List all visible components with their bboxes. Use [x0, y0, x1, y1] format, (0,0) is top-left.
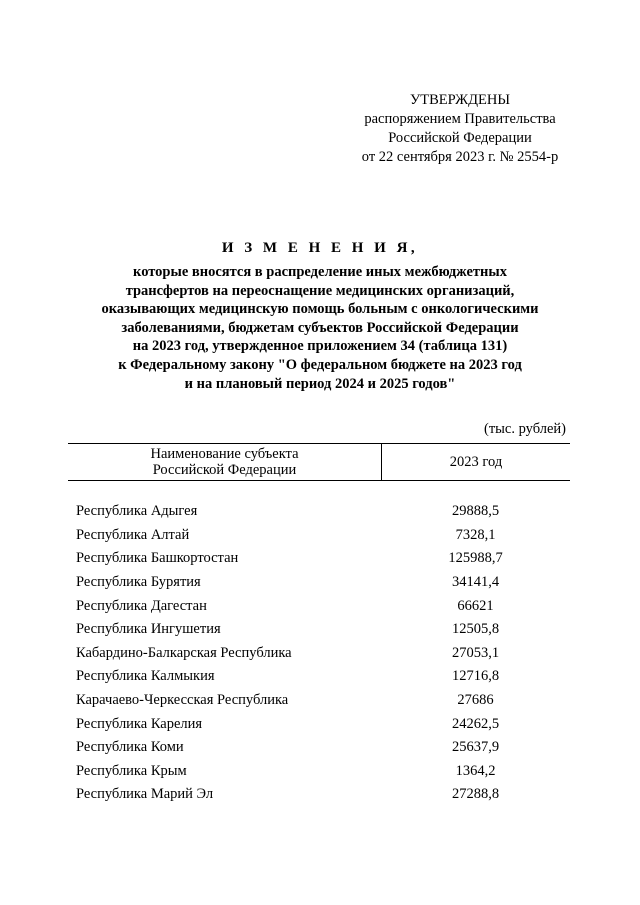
units-label: (тыс. рублей): [484, 421, 566, 437]
approval-title: УТВЕРЖДЕНЫ: [409, 92, 511, 108]
table-row: [68, 783, 570, 807]
value-cell: 125988,7: [448, 550, 503, 567]
region-cell: Республика Калмыкия: [76, 668, 215, 685]
subtitle-line: которые вносятся в распределение иных межбюджетных: [133, 264, 507, 280]
region-cell: Республика Адыгея: [76, 503, 198, 520]
table-row: [68, 736, 570, 760]
table-header: [68, 443, 570, 481]
column-header-region-line-2: Российской Федерации: [152, 462, 297, 478]
value-cell: 12505,8: [451, 621, 500, 638]
column-header-region: [68, 444, 382, 480]
document-heading: И З М Е Н Е Н И Я,: [221, 240, 419, 256]
region-cell: Республика Бурятия: [76, 574, 201, 591]
value-cell: 27288,8: [451, 786, 500, 803]
column-header-region-line-1: Наименование субъекта: [150, 446, 299, 462]
document-subtitle: [60, 263, 580, 393]
region-cell: Республика Башкортостан: [76, 550, 239, 567]
region-cell: Республика Алтай: [76, 526, 190, 543]
value-cell: 24262,5: [451, 715, 500, 732]
table-row: [68, 547, 570, 571]
table-row: [68, 712, 570, 736]
region-cell: Карачаево-Черкесская Республика: [76, 692, 289, 709]
table-row: [68, 618, 570, 642]
value-cell: 7328,1: [455, 526, 496, 543]
approval-line-3: от 22 сентября 2023 г. № 2554-р: [361, 149, 559, 165]
table-row: [68, 594, 570, 618]
value-cell: 34141,4: [451, 574, 500, 591]
table-row: [68, 500, 570, 524]
subtitle-line: и на плановый период 2024 и 2025 годов": [184, 375, 456, 392]
value-cell: 25637,9: [451, 739, 500, 756]
table-row: [68, 665, 570, 689]
region-cell: Республика Коми: [76, 739, 184, 756]
subtitle-line: на 2023 год, утвержденное приложением 34 (таблица 131): [132, 338, 508, 355]
approval-line-1: распоряжением Правительства: [364, 111, 556, 127]
region-cell: Республика Марий Эл: [76, 786, 214, 803]
table-row: [68, 571, 570, 595]
subtitle-line: оказывающих медицинскую помощь больным с онкологическими: [101, 301, 539, 318]
table-row: [68, 642, 570, 666]
approval-line-2: Российской Федерации: [388, 130, 532, 146]
value-cell: 12716,8: [451, 668, 500, 685]
value-cell: 27053,1: [451, 644, 500, 661]
region-cell: Кабардино-Балкарская Республика: [76, 644, 292, 661]
value-cell: 1364,2: [455, 762, 496, 779]
value-cell: 66621: [457, 597, 494, 614]
region-cell: Республика Крым: [76, 762, 187, 779]
table-row: [68, 760, 570, 784]
value-cell: 29888,5: [451, 503, 500, 520]
subtitle-line: трансфертов на переоснащение медицинских организаций,: [125, 282, 515, 299]
region-cell: Республика Ингушетия: [76, 621, 221, 638]
subtitle-line: к Федеральному закону "О федеральном бюджете на 2023 год: [118, 356, 522, 373]
region-cell: Республика Дагестан: [76, 597, 207, 614]
table-row: [68, 524, 570, 548]
column-header-year: 2023 год: [449, 454, 503, 470]
table-body: [68, 500, 570, 807]
distribution-table: [68, 443, 570, 807]
approval-block: [300, 91, 620, 167]
region-cell: Республика Карелия: [76, 715, 203, 732]
subtitle-line: заболеваниями, бюджетам субъектов Российской Федерации: [121, 319, 519, 336]
table-row: [68, 689, 570, 713]
value-cell: 27686: [457, 692, 494, 709]
